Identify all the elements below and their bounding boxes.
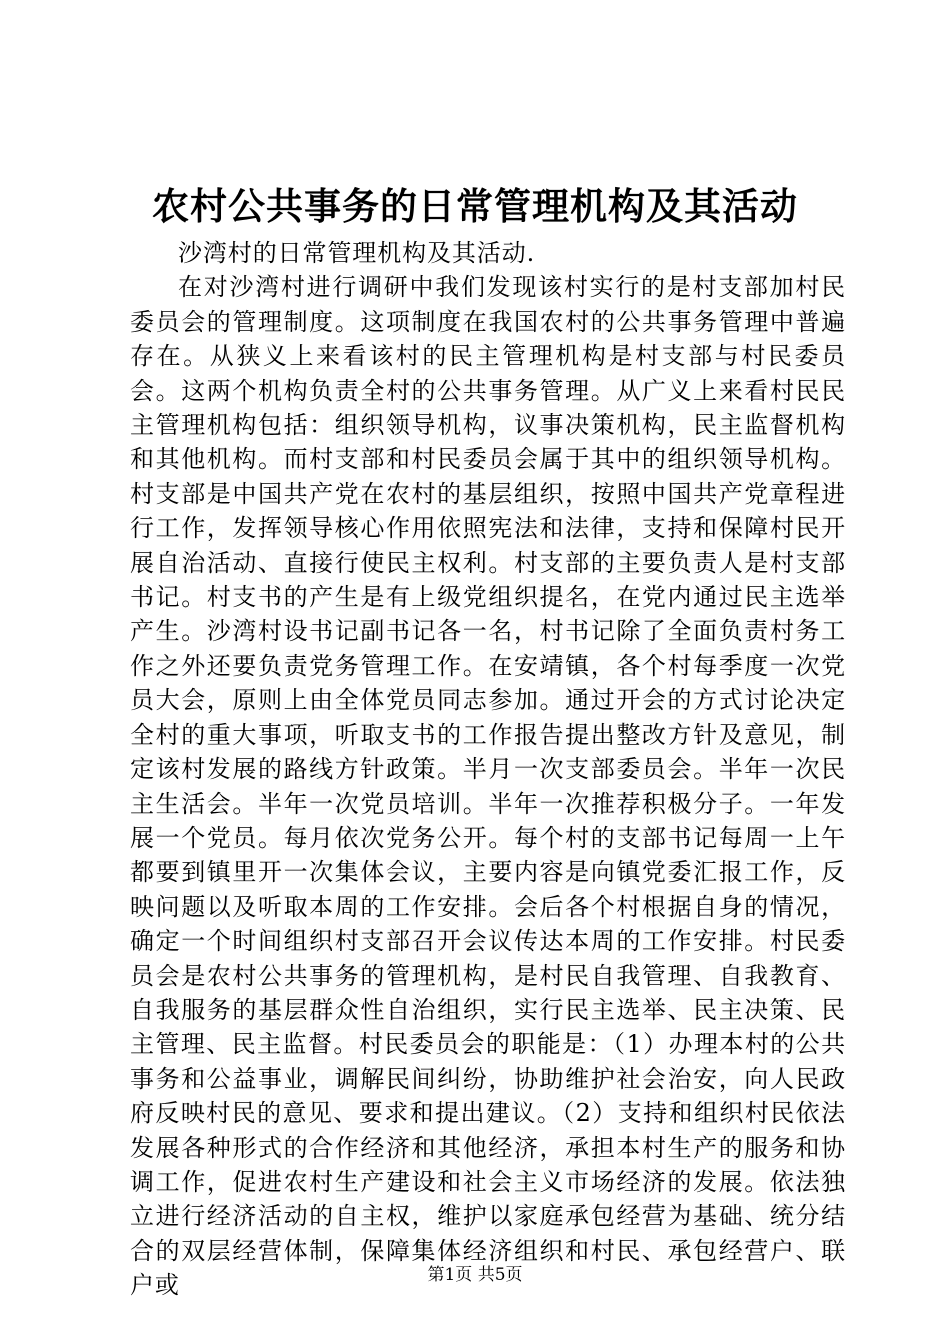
paragraph-subtitle: 沙湾村的日常管理机构及其活动.	[178, 239, 536, 267]
paragraph-main: 在对沙湾村进行调研中我们发现该村实行的是村支部加村民委员会的管理制度。这项制度在我国农村的公共事务管理中普遍存在。从狭义上来看该村的民主管理机构是村支部与村民委员会。这两个机构负责全村的公共事务管理。从广义上来看村民民主管理机构包括：组织领导机构，议事决策机构，民主监督机构和其他机构。而村支部和村民委员会属于其中的组织领导机构。村支部是中国共产党在农村的基层组织，按照中国共产党章程进行工作，发挥领导核心作用依照宪法和法律，支持和保障村民开展自治活动、直接行使民主权利。村支部的主要负责人是村支部书记。村支书的产生是有上级党组织提名，在党内通过民主选举产生。沙湾村设书记副书记各一名，村书记除了全面负责村务工作之外还要负责党务管理工作。在安靖镇，各个村每季度一次党员大会，原则上由全体党员同志参加。通过开会的方式讨论决定全村的重大事项，听取支书的工作报告提出整改方针及意见，制定该村发展的路线方针政策。半月一次支部委员会。半年一次民主生活会。半年一次党员培训。半年一次推荐积极分子。一年发展一个党员。每月依次党务公开。每个村的支部书记每周一上午都要到镇里开一次集体会议，主要内容是向镇党委汇报工作，反映问题以及听取本周的工作安排。会后各个村根据自身的情况，确定一个时间组织村支部召开会议传达本周的工作安排。村民委员会是农村公共事务的管理机构，是村民自我管理、自我教育、自我服务的基层群众性自治组织，实行民主选举、民主决策、民主管理、民主监督。村民委员会的职能是：（1）办理本村的公共事务和公益事业，调解民间纠纷，协助维护社会治安，向人民政府反映村民的意见、要求和提出建议。（2）支持和组织村民依法发展各种形式的合作经济和其他经济，承担本村生产的服务和协调工作，促进农村生产建设和社会主义市场经济的发展。依法独立进行经济活动的自主权，维护以家庭承包经营为基础、统分结合的双层经营体制，保障集体经济组织和村民、承包经营户、联户或	[130, 273, 846, 1300]
document-title: 农村公共事务的日常管理机构及其活动	[152, 184, 798, 228]
document-body	[130, 236, 846, 1303]
page-number-footer: 第1页 共5页	[427, 1265, 523, 1285]
